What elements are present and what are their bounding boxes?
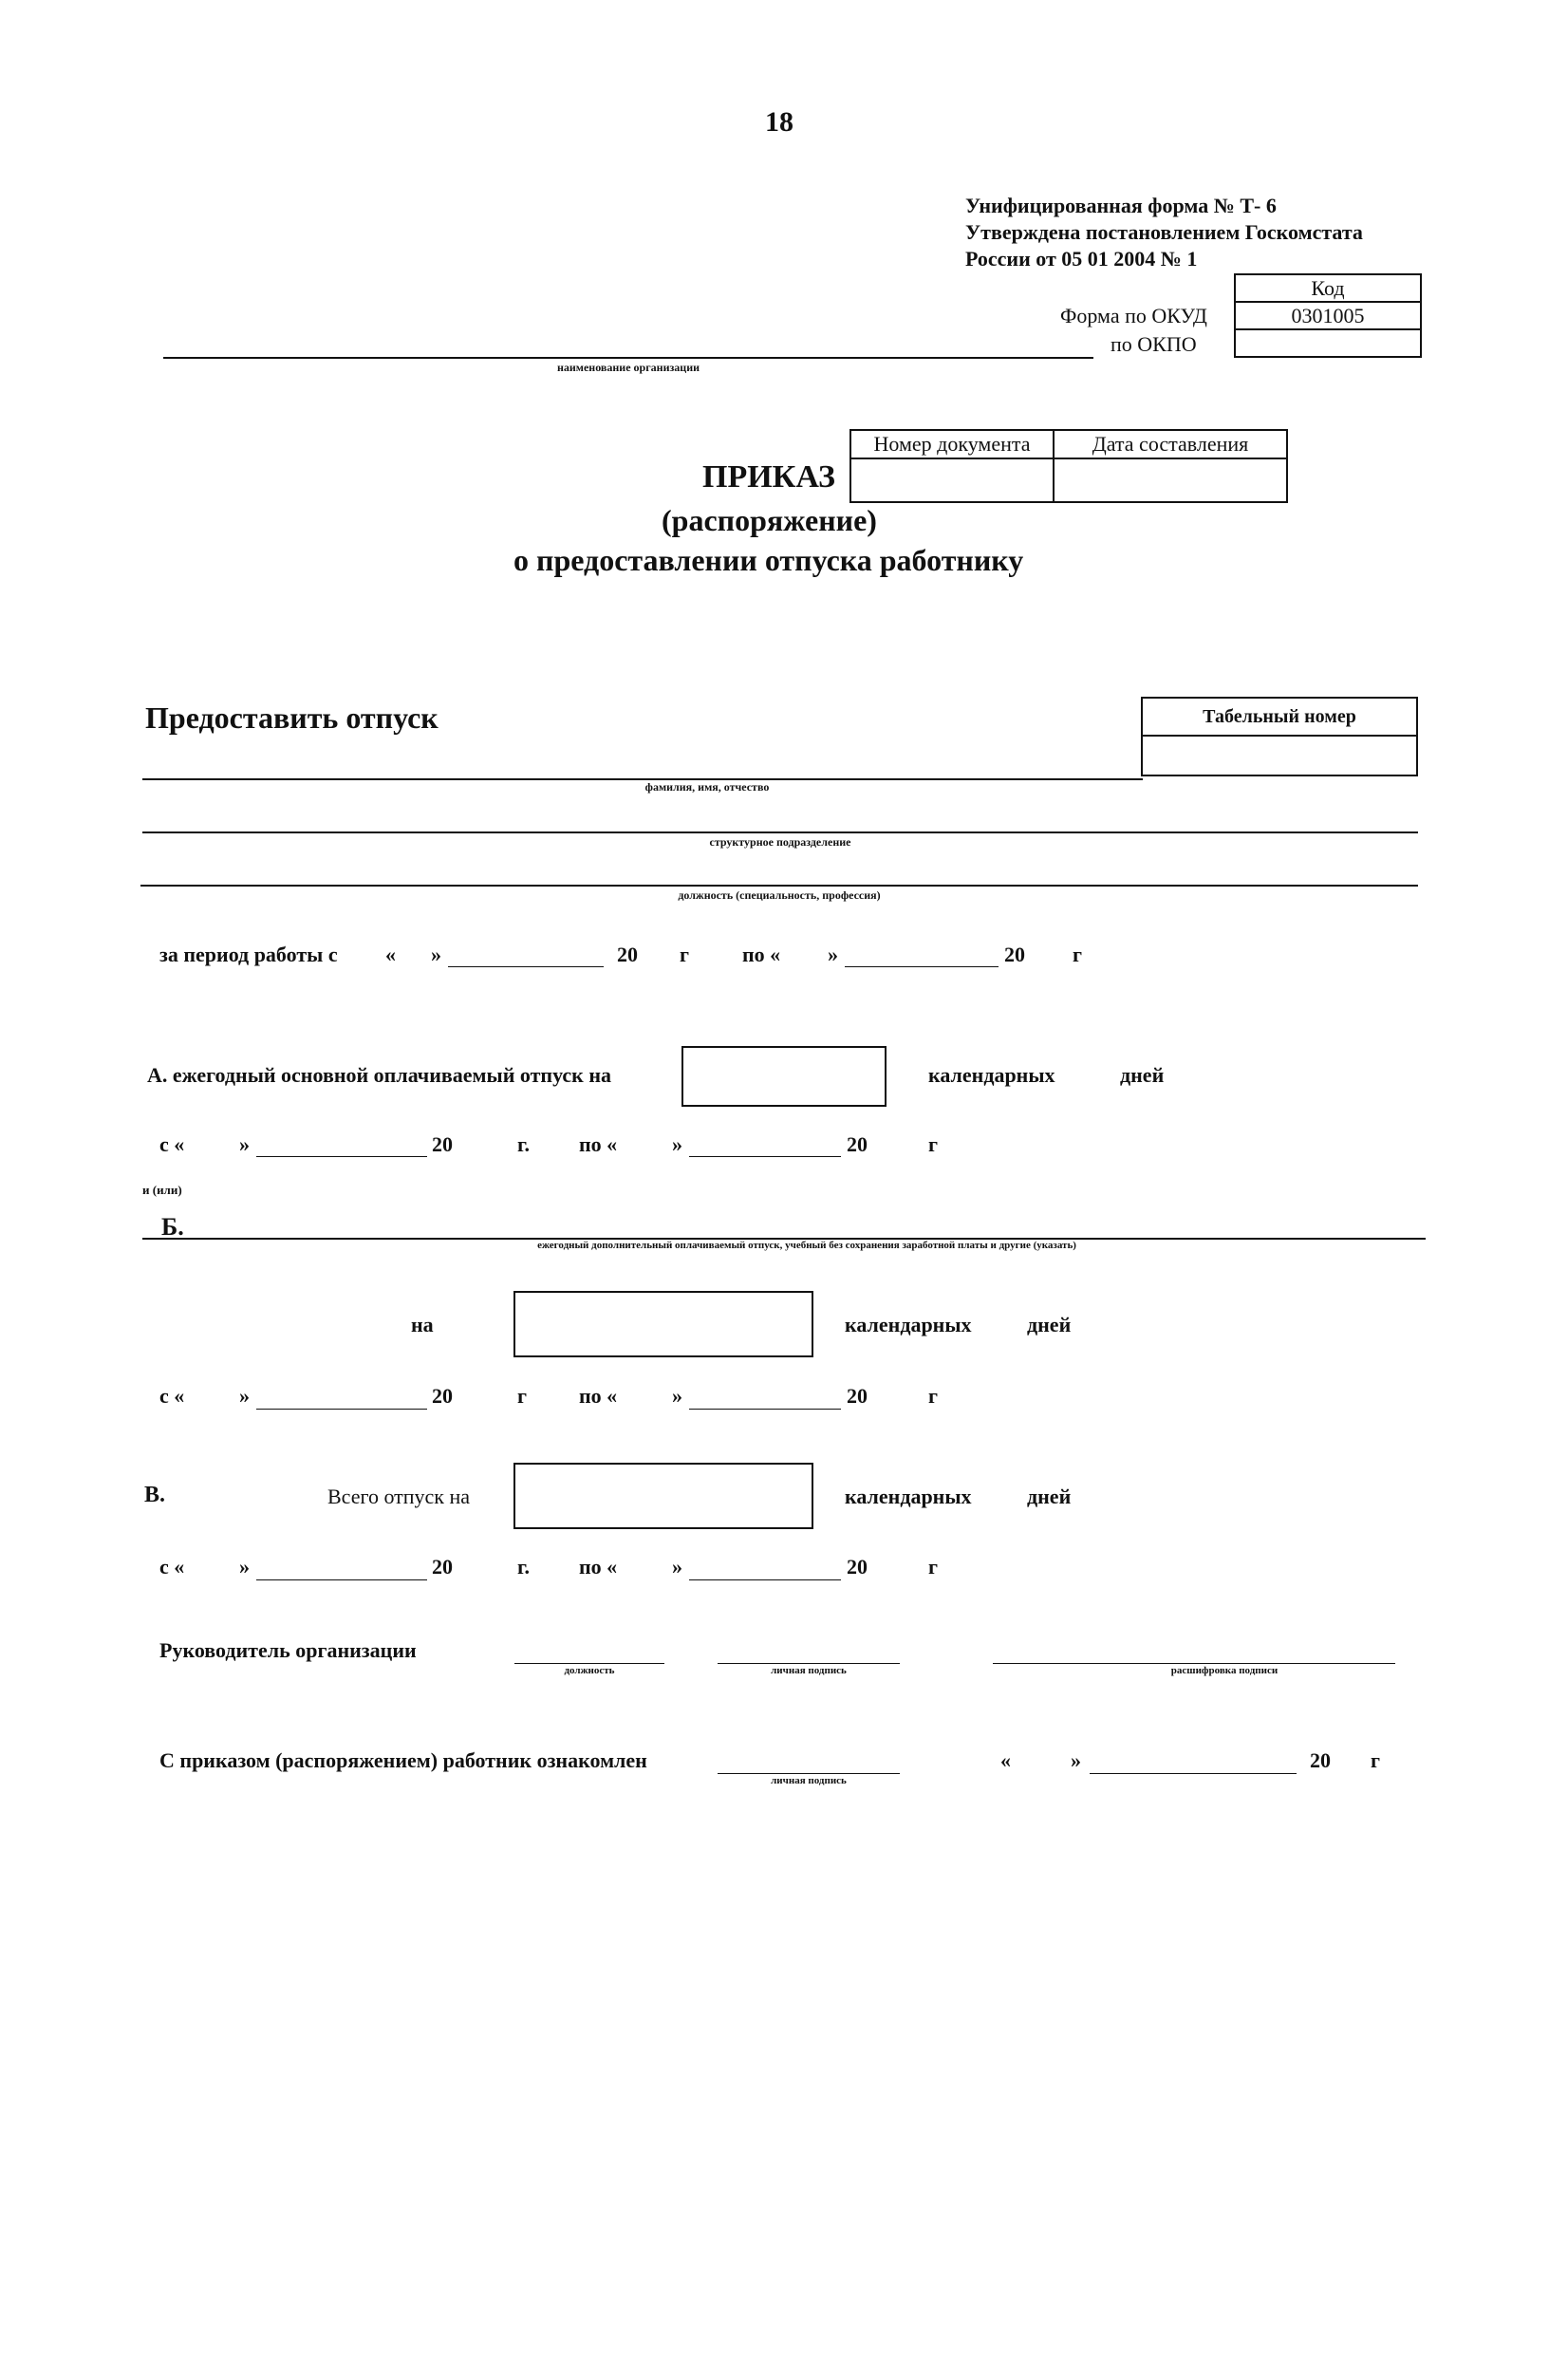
okud-value[interactable]: 0301005	[1235, 302, 1421, 329]
period-quote-open: «	[385, 943, 396, 966]
dept-caption: структурное подразделение	[709, 835, 851, 849]
section-a-calendar: календарных	[928, 1063, 1055, 1087]
section-a-from-line[interactable]	[256, 1156, 427, 1157]
section-b-calendar: календарных	[845, 1313, 972, 1336]
doc-number-header: Номер документа	[850, 430, 1054, 458]
section-a-days: дней	[1120, 1063, 1165, 1087]
section-b-quote-close2: »	[672, 1384, 682, 1408]
tab-number-table	[1141, 697, 1418, 776]
position-line[interactable]	[140, 885, 1418, 887]
section-a-from-year: 20	[432, 1132, 453, 1156]
period-to-g: г	[1073, 943, 1082, 966]
section-v-quote-close2: »	[672, 1555, 682, 1579]
section-v-po: по «	[579, 1555, 618, 1579]
ack-signature-caption: личная подпись	[771, 1775, 847, 1786]
section-a-to-line[interactable]	[689, 1156, 841, 1157]
kod-header: Код	[1235, 274, 1421, 302]
head-decode-line[interactable]	[993, 1663, 1395, 1664]
section-v-from-g: г.	[517, 1555, 531, 1579]
form-code-line: Унифицированная форма № Т- 6	[965, 194, 1277, 217]
section-b-from-line[interactable]	[256, 1409, 427, 1410]
section-a-s: с «	[159, 1132, 185, 1156]
doc-number-table	[849, 429, 1288, 503]
section-b-to-line[interactable]	[689, 1409, 841, 1410]
section-a-quote-close: »	[239, 1132, 250, 1156]
okud-label: Форма по ОКУД	[1060, 304, 1207, 327]
section-b-days: дней	[1027, 1313, 1072, 1336]
ack-g: г	[1371, 1748, 1380, 1772]
section-v-from-line[interactable]	[256, 1579, 427, 1580]
section-v-calendar: календарных	[845, 1485, 972, 1508]
tab-number-header: Табельный номер	[1142, 698, 1417, 736]
position-caption: должность (специальность, профессия)	[678, 888, 881, 902]
order-title: ПРИКАЗ	[702, 459, 835, 495]
period-from-month-line[interactable]	[448, 966, 604, 967]
section-v-label: В.	[144, 1483, 166, 1507]
section-v-days-box[interactable]	[513, 1463, 813, 1529]
okpo-value[interactable]	[1235, 329, 1421, 357]
section-b-quote-close: »	[239, 1384, 250, 1408]
order-subtitle: (распоряжение)	[662, 503, 877, 537]
section-a-from-g: г.	[517, 1132, 531, 1156]
section-b-from-g: г	[517, 1384, 527, 1408]
ack-year: 20	[1310, 1748, 1331, 1772]
section-v-to-g: г	[928, 1555, 938, 1579]
head-position-line[interactable]	[514, 1663, 664, 1664]
period-quote-close: »	[431, 943, 441, 966]
doc-number-value[interactable]	[850, 458, 1054, 502]
section-b-po: по «	[579, 1384, 618, 1408]
section-a-to-g: г	[928, 1132, 938, 1156]
period-label: за период работы с	[159, 943, 338, 966]
approval-line: Утверждена постановлением Госкомстата	[965, 220, 1363, 244]
ack-quote-open: «	[1000, 1748, 1011, 1772]
section-v-to-line[interactable]	[689, 1579, 841, 1580]
tab-number-value[interactable]	[1142, 736, 1417, 775]
head-signature-line[interactable]	[718, 1663, 900, 1664]
head-label: Руководитель организации	[159, 1638, 417, 1662]
head-signature-caption: личная подпись	[771, 1665, 847, 1676]
head-position-caption: должность	[564, 1665, 615, 1676]
doc-date-value[interactable]	[1054, 458, 1287, 502]
order-description: о предоставлении отпуска работнику	[513, 543, 1024, 577]
ack-quote-close: »	[1071, 1748, 1081, 1772]
section-a-to-year: 20	[847, 1132, 868, 1156]
section-a-days-box[interactable]	[681, 1046, 887, 1107]
period-to-year: 20	[1004, 943, 1025, 966]
period-to-month-line[interactable]	[845, 966, 999, 967]
ack-label: С приказом (распоряжением) работник ознакомлен	[159, 1748, 647, 1772]
section-a-quote-close2: »	[672, 1132, 682, 1156]
section-v-quote-close: »	[239, 1555, 250, 1579]
page-number: 18	[765, 106, 793, 138]
section-v-s: с «	[159, 1555, 185, 1579]
grant-label: Предоставить отпуск	[145, 701, 439, 735]
codes-table	[1234, 273, 1422, 358]
ack-date-line[interactable]	[1090, 1773, 1297, 1774]
doc-date-header: Дата составления	[1054, 430, 1287, 458]
period-from-g: г	[680, 943, 689, 966]
section-a-po: по «	[579, 1132, 618, 1156]
fio-caption: фамилия, имя, отчество	[644, 780, 770, 794]
period-quote-close2: »	[828, 943, 838, 966]
approval-date-line: России от 05 01 2004 № 1	[965, 247, 1198, 271]
section-v-from-year: 20	[432, 1555, 453, 1579]
section-a-label: А. ежегодный основной оплачиваемый отпуск на	[147, 1063, 612, 1087]
section-v-to-year: 20	[847, 1555, 868, 1579]
section-b-to-g: г	[928, 1384, 938, 1408]
org-name-line[interactable]	[163, 357, 1093, 359]
period-po: по «	[742, 943, 781, 966]
section-b-from-year: 20	[432, 1384, 453, 1408]
dept-line[interactable]	[142, 831, 1418, 833]
section-v-total: Всего отпуск на	[327, 1485, 471, 1508]
section-b-s: с «	[159, 1384, 185, 1408]
okpo-label: по ОКПО	[1111, 332, 1197, 356]
period-from-year: 20	[617, 943, 638, 966]
section-b-days-box[interactable]	[513, 1291, 813, 1357]
section-v-days: дней	[1027, 1485, 1072, 1508]
org-name-caption: наименование организации	[556, 361, 700, 374]
and-or-label: и (или)	[142, 1183, 182, 1197]
ack-signature-line[interactable]	[718, 1773, 900, 1774]
section-b-to-year: 20	[847, 1384, 868, 1408]
head-decode-caption: расшифровка подписи	[1170, 1665, 1279, 1676]
section-b-type-caption: ежегодный дополнительный оплачиваемый отпуск, учебный без сохранения заработной платы и другие (указать)	[537, 1240, 1076, 1251]
section-b-na: на	[411, 1313, 434, 1336]
section-b-label: Б.	[161, 1213, 184, 1241]
